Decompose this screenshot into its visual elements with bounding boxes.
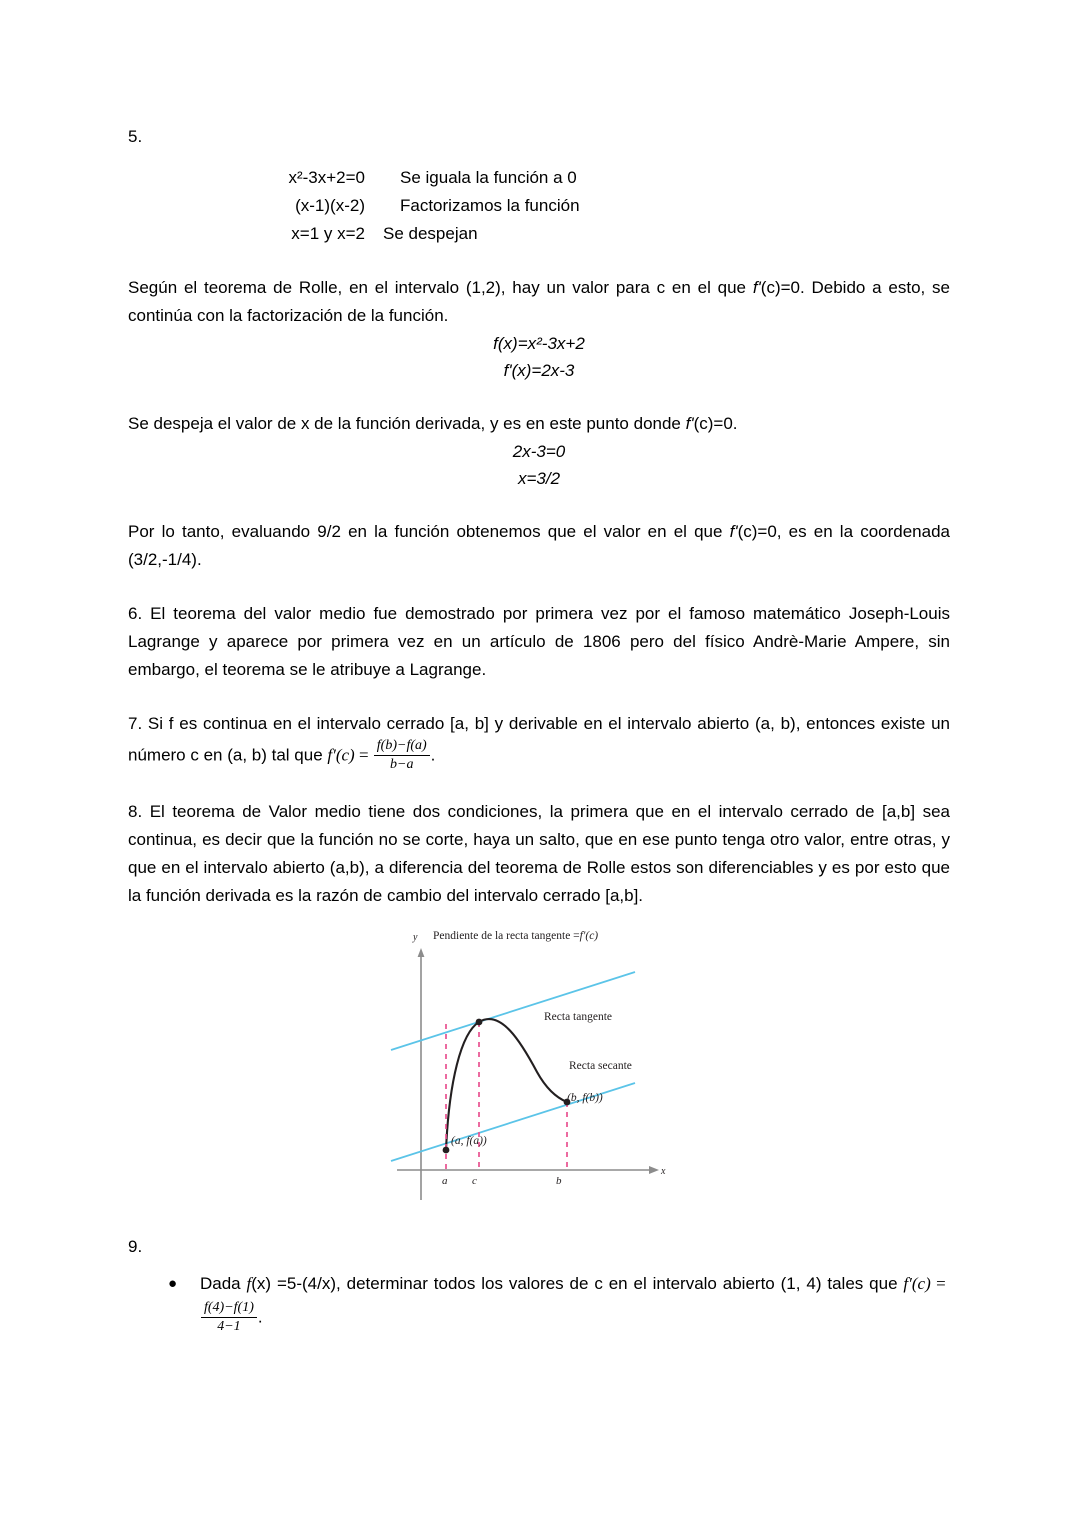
list-item [128,1268,950,1334]
bullet-part1: Dada [200,1274,247,1294]
tick-label-c: c [472,1175,477,1188]
equation-function: f(x)=x²-3x+2 [493,334,585,353]
math-equals: = [358,745,369,765]
equation-derivative: f'(x)=2x-3 [503,361,575,380]
bullet-part3: . [257,1308,263,1328]
paragraph-eight: 8. El teorema de Valor medio tiene dos condiciones, la primera que en el intervalo cerrado de [a,b] sea continua, es decir que la función no se corte, haya un salto, que en ese punto tenga otro valor, entre otras, y que en el intervalo abierto (a,b), a diferencia del teorema de Rolle estos son diferenciables y es por esto que la función derivada es la razón de cambio del intervalo cerrado [a,b]. [128,802,950,906]
step-row [128,192,950,220]
fprime-symbol: f' [729,522,738,541]
figure-title-math: f′(c) [579,930,599,943]
paragraph-despeje [128,410,950,438]
y-axis-label: y [413,932,418,944]
paragraph-rolle-part2: (c)=0. Debido a esto, se continúa con la factorización de la función. [128,278,951,325]
point-b-label: (b, f(b)) [567,1092,603,1105]
x-axis-arrow [649,1166,659,1174]
figure-title-text: Pendiente de la recta tangente = [433,930,580,943]
paragraph-rolle-part1: Según el teorema de Rolle, en el intervalo (1,2), hay un valor para c en el que [128,278,753,297]
step-note: Factorizamos la función [400,196,580,215]
step-row [128,164,950,192]
math-fprime-c: f′(c) [327,745,355,765]
step-note: Se iguala la función a 0 [400,168,577,187]
paragraph-conclusion-part2: (c)=0, es en la coordenada (3/2,-1/4). [128,522,950,569]
paragraph-despeje-part1: Se despeja el valor de x de la función derivada, y es en este punto donde [128,414,686,433]
math-fprime-c: f′(c) [903,1274,931,1294]
fprime-symbol: f' [752,278,761,297]
fraction-numerator: f(4)−f(1) [201,1300,257,1318]
fraction-denominator: 4−1 [217,1319,241,1335]
paragraph-conclusion [128,518,950,574]
tick-label-b: b [556,1175,562,1188]
diagram-svg [389,932,689,1212]
step-equation: x²-3x+2=0 [288,168,365,187]
paragraph-six: 6. El teorema del valor medio fue demostrado por primera vez por el famoso matemático Joseph-Louis Lagrange y aparece por primera vez en un artículo de 1806 pero del físico Andrè-Marie Ampere, sin embargo, el teorema se le atribuye a Lagrange. [128,604,950,679]
fraction-denominator: b−a [390,756,414,772]
fraction-numerator: f(b)−f(a) [374,738,430,756]
figure-title [433,930,598,942]
document-content [128,124,950,1335]
mean-value-theorem-diagram [389,932,689,1212]
fraction-mvt-nine [201,1300,257,1334]
paragraph-seven-part2: . [430,745,436,765]
point-a [443,1147,450,1154]
bullet-part2: (x) =5-(4/x), determinar todos los valores de c en el intervalo abierto (1, 4) tales que [251,1274,904,1294]
paragraph-seven [128,710,950,772]
figure-container [128,932,950,1212]
fraction-mvt [374,738,430,772]
fprime-symbol: f' [685,414,694,433]
point-c [476,1019,483,1026]
step-row [128,220,950,248]
step-equation: x=1 y x=2 [291,224,365,243]
bullet-list [128,1268,950,1334]
bullet-point-icon: ● [168,1275,178,1293]
function-curve [446,1019,567,1150]
step-note: Se despejan [383,224,478,243]
y-axis-arrow [418,948,425,957]
paragraph-seven-part1: 7. Si f es continua en el intervalo cerrado [a, b] y derivable en el intervalo abierto (a, b), entonces existe un número c en (a, b) tal que [128,714,950,765]
paragraph-despeje-part2: (c)=0. [693,414,738,433]
step-equation: (x-1)(x-2) [295,196,365,215]
math-equals: = [936,1274,946,1294]
x-axis-label: x [661,1166,666,1178]
steps-block [128,164,950,248]
equation-solve-1: 2x-3=0 [512,442,566,461]
paragraph-conclusion-part1: Por lo tanto, evaluando 9/2 en la función obtenemos que el valor en el que [128,522,730,541]
item-number-5: 5. [128,127,143,146]
equation-solve-2: x=3/2 [517,469,561,488]
point-a-label: (a, f(a)) [451,1135,487,1148]
tick-label-a: a [442,1175,448,1188]
secant-line-label: Recta secante [569,1060,632,1073]
tangent-line-label: Recta tangente [544,1011,613,1024]
paragraph-rolle [128,274,950,330]
item-number-9: 9. [128,1237,143,1257]
math-f: f [246,1274,252,1294]
